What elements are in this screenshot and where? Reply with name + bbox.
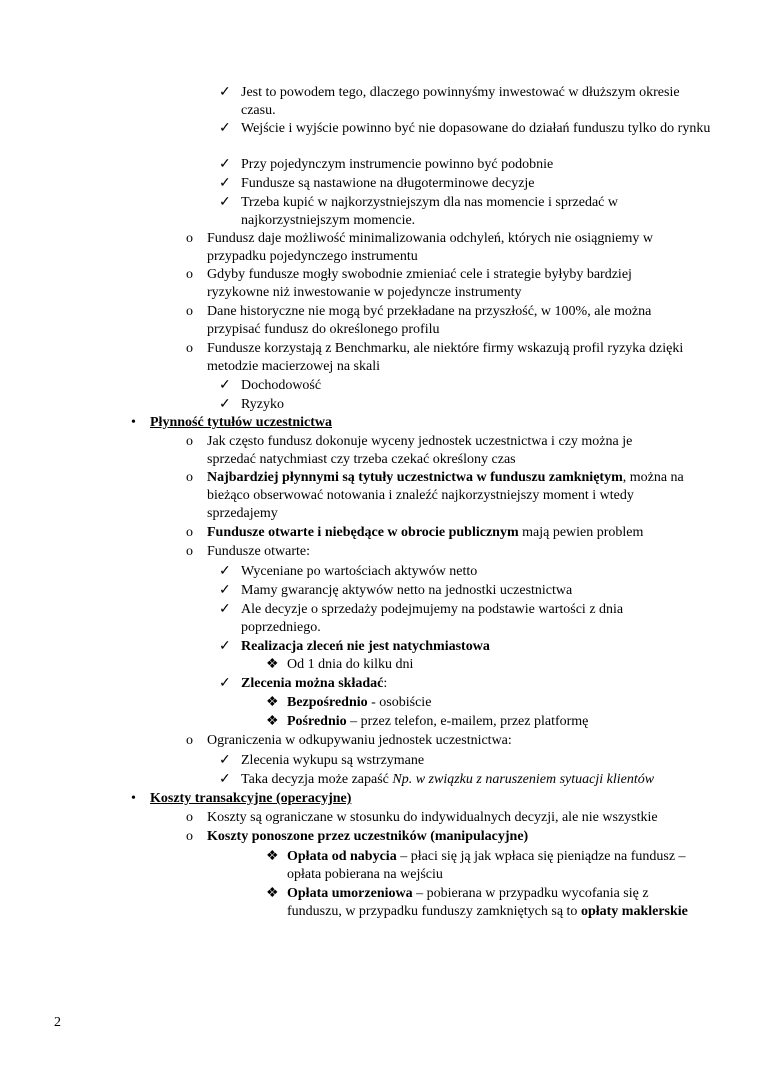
check-icon: ✓ [219,195,231,210]
check-icon: ✓ [219,121,231,136]
check-icon: ✓ [219,564,231,579]
sub-text: Jak często fundusz dokonuje wyceny jednostek uczestnictwa i czy można je sprzedać natychmiast czy trzeba czekać określony czas [207,434,633,467]
sub-text [207,469,702,523]
circle-marker: o [186,810,193,825]
check-icon: ✓ [219,602,231,617]
check-text: Jest to powodem tego, dlaczego powinnyśmy inwestować w dłuższym okresie czasu. [241,85,680,118]
circle-marker: o [186,544,193,559]
check-icon: ✓ [219,397,231,412]
diamond-text: Od 1 dnia do kilku dni [287,657,414,672]
bold-run: Opłata od nabycia [287,849,397,864]
diamond-icon: ❖ [266,849,279,864]
check-icon: ✓ [219,639,231,654]
italic-run: Np. w związku z naruszeniem sytuacji klientów [392,772,655,787]
text-run: mają pewien problem [518,525,644,540]
sub-text [207,524,643,542]
check-icon: ✓ [219,157,231,172]
page-number: 2 [54,1015,61,1030]
check-text: Zlecenia wykupu są wstrzymane [241,753,425,768]
diamond-icon: ❖ [266,714,279,729]
bold-run: opłaty maklerskie [580,904,688,919]
text-run: – płaci się ją jak wpłaca się pieniądze na fundusz – opłata pobierana na wejściu [287,849,686,882]
check-text: Wyceniane po wartościach aktywów netto [241,564,478,579]
circle-marker: o [186,470,193,485]
sub-text: Gdyby fundusze mogły swobodnie zmieniać cele i strategie byłyby bardziej ryzykowne niż inwestowanie w pojedyncze instrumenty [207,267,632,300]
text-run: – pobierana w przypadku wycofania się z funduszu, w przypadku funduszy zamkniętych są to [287,886,649,919]
bullet-marker: • [131,791,136,806]
diamond-icon: ❖ [266,695,279,710]
bold-run: Najbardziej płynnymi są tytuły uczestnictwa w funduszu zamkniętym [207,470,623,485]
bold-run: Bezpośrednio [287,695,368,710]
bold-run: Zlecenia można składać [241,676,384,691]
check-text: Trzeba kupić w najkorzystniejszym dla nas momencie i sprzedać w najkorzystniejszym momencie. [241,195,618,228]
circle-marker: o [186,434,193,449]
circle-marker: o [186,267,193,282]
sub-text: Koszty ponoszone przez uczestników (manipulacyjne) [207,829,529,844]
check-text: Realizacja zleceń nie jest natychmiastowa [241,639,490,654]
check-text: Fundusze są nastawione na długoterminowe decyzje [241,176,535,191]
circle-marker: o [186,733,193,748]
circle-marker: o [186,341,193,356]
sub-text: Dane historyczne nie mogą być przekładane na przyszłość, w 100%, ale można przypisać fundusz do określonego profilu [207,304,652,337]
diamond-text [287,713,588,731]
text-run: , można na bieżąco obserwować notowania i znaleźć najkorzystniejszy moment i wtedy sprzedajemy [207,470,684,521]
diamond-text [287,848,687,884]
sub-text: Ograniczenia w odkupywaniu jednostek uczestnictwa: [207,733,512,748]
check-icon: ✓ [219,583,231,598]
check-text: Przy pojedynczym instrumencie powinno być podobnie [241,157,554,172]
text-run: - osobiście [367,695,432,710]
circle-marker: o [186,525,193,540]
check-text: Ale decyzje o sprzedaży podejmujemy na podstawie wartości z dnia poprzedniego. [241,602,624,635]
check-icon: ✓ [219,676,231,691]
text-run: : [383,676,388,691]
text-run: – przez telefon, e-mailem, przez platformę [346,714,589,729]
check-icon: ✓ [219,772,231,787]
check-text [241,675,387,693]
diamond-text [287,694,431,712]
check-text: Mamy gwarancję aktywów netto na jednostki uczestnictwa [241,583,573,598]
check-text: Ryzyko [241,397,284,412]
diamond-icon: ❖ [266,657,279,672]
bold-run: Opłata umorzeniowa [287,886,413,901]
bold-run: Fundusze otwarte i niebędące w obrocie publicznym [207,525,519,540]
check-text [241,771,654,789]
circle-marker: o [186,829,193,844]
sub-text: Fundusze otwarte: [207,544,311,559]
bullet-marker: • [131,415,136,430]
sub-text: Koszty są ograniczane w stosunku do indywidualnych decyzji, ale nie wszystkie [207,810,658,825]
check-text: Wejście i wyjście powinno być nie dopasowane do działań funduszu tylko do rynku [241,121,711,136]
check-icon: ✓ [219,176,231,191]
check-icon: ✓ [219,85,231,100]
sub-text: Fundusz daje możliwość minimalizowania odchyleń, których nie osiągniemy w przypadku pojedynczego instrumentu [207,231,653,264]
diamond-icon: ❖ [266,886,279,901]
section-heading: Płynność tytułów uczestnictwa [150,415,332,430]
check-text: Dochodowość [241,378,322,393]
check-icon: ✓ [219,753,231,768]
circle-marker: o [186,231,193,246]
text-run: Taka decyzja może zapaść [241,772,393,787]
check-icon: ✓ [219,378,231,393]
diamond-text [287,885,697,921]
sub-text: Fundusze korzystają z Benchmarku, ale niektóre firmy wskazują profil ryzyka dzięki metodzie macierzowej na skali [207,341,684,374]
section-heading: Koszty transakcyjne (operacyjne) [150,791,352,806]
bold-run: Pośrednio [287,714,347,729]
circle-marker: o [186,304,193,319]
